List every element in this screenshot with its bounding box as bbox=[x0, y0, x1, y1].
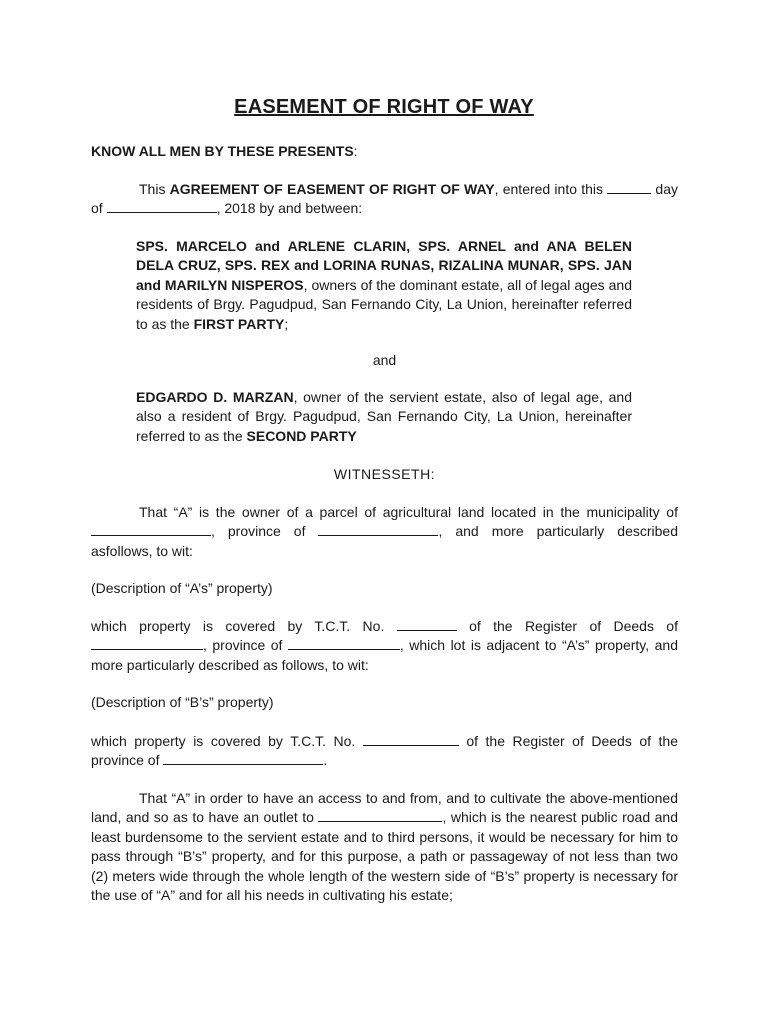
province-blank-a bbox=[288, 636, 400, 650]
month-blank bbox=[107, 199, 217, 213]
first-party-end: ; bbox=[284, 315, 289, 332]
municipality-blank bbox=[91, 522, 211, 536]
agreement-paragraph bbox=[91, 180, 678, 219]
second-party-block bbox=[136, 388, 632, 446]
description-a: (Description of “A’s” property) bbox=[91, 580, 273, 596]
p4-c: . bbox=[323, 752, 328, 769]
p2-a: That “A” is the owner of a parcel of agricultural land located in the municipality of bbox=[139, 504, 678, 520]
p1-entered: , entered into this bbox=[494, 181, 608, 197]
second-party-label: SECOND PARTY bbox=[246, 427, 357, 444]
document-title: EASEMENT OF RIGHT OF WAY bbox=[234, 96, 534, 118]
p4-a: which property is covered by T.C.T. No. bbox=[91, 733, 363, 749]
tct-paragraph-a bbox=[91, 617, 678, 675]
p1-day-of: day of bbox=[91, 181, 678, 217]
witnesseth-heading: WITNESSETH: bbox=[333, 466, 436, 482]
p3-d: , which lot is adjacent to “A’s” property, and more particularly described as follows, to wit: bbox=[91, 637, 678, 673]
access-paragraph bbox=[91, 789, 678, 905]
p5-a: That “A” in order to have an access to and from, and to cultivate the above-mentioned land, and so as to have an outlet to bbox=[91, 790, 678, 826]
know-all-text: KNOW ALL MEN BY THESE PRESENTS bbox=[91, 143, 354, 159]
first-party-label: FIRST PARTY bbox=[193, 315, 285, 332]
province-blank-b bbox=[163, 751, 323, 765]
ownership-paragraph bbox=[91, 503, 678, 561]
description-b: (Description of “B’s” property) bbox=[91, 694, 274, 710]
p1-year: , 2018 by and between: bbox=[216, 200, 363, 217]
outlet-blank bbox=[318, 808, 442, 822]
and-separator: and bbox=[372, 352, 397, 368]
p4-b: of the Register of Deeds of the province of bbox=[91, 733, 678, 769]
province-blank bbox=[318, 522, 438, 536]
know-all-heading bbox=[91, 142, 678, 161]
register-blank-a bbox=[91, 636, 203, 650]
p3-a: which property is covered by T.C.T. No. bbox=[91, 618, 397, 634]
p3-c: , province of bbox=[203, 637, 288, 654]
p3-b: of the Register of Deeds of bbox=[456, 618, 678, 634]
p2-b: , province of bbox=[211, 523, 319, 540]
p1-this: This bbox=[139, 181, 170, 197]
second-party-desc: , owner of the servient estate, also of legal age, and also a resident of Brgy. Pagudpud, San Fernando City, La Union, hereinafter referred to as the bbox=[136, 389, 632, 444]
tct-blank-a bbox=[397, 617, 457, 631]
first-party-block bbox=[136, 237, 632, 334]
tct-paragraph-b bbox=[91, 732, 678, 771]
day-blank bbox=[607, 180, 651, 194]
p5-b: , which is the nearest public road and least burdensome to the servient estate and to third persons, it would be necessary for him to pass through “B’s” property, and for this purpose, a path or passageway of not less than two (2) meters wide through the whole length of the western side of “B’s” property is necessary for the use of “A” and for all his needs in cultivating his estate; bbox=[91, 809, 678, 904]
second-party-name: EDGARDO D. MARZAN bbox=[136, 389, 294, 405]
p2-c: , and more particularly described asfollows, to wit: bbox=[91, 523, 678, 559]
p1-agreement-title: AGREEMENT OF EASEMENT OF RIGHT OF WAY bbox=[169, 181, 495, 197]
tct-blank-b bbox=[363, 732, 459, 746]
know-all-colon: : bbox=[353, 143, 358, 159]
first-party-names: SPS. MARCELO and ARLENE CLARIN, SPS. ARNEL and ANA BELEN DELA CRUZ, SPS. REX and LORINA RUNAS, RIZALINA MUNAR, SPS. JAN and MARILYN NISPEROS bbox=[136, 238, 632, 293]
first-party-desc: , owners of the dominant estate, all of legal ages and residents of Brgy. Pagudpud, San Fernando City, La Union, hereinafter referred to as the bbox=[136, 276, 632, 332]
